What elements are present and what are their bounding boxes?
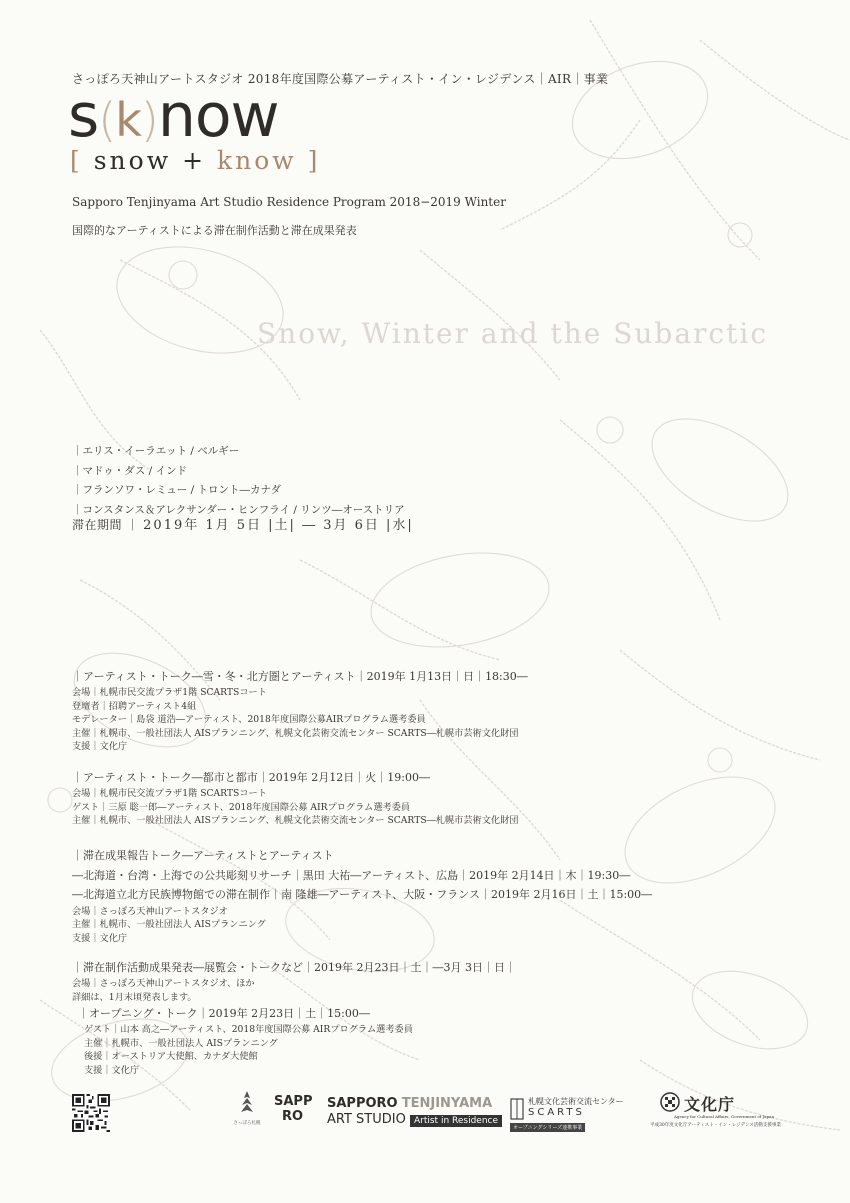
artist-item: ｜マドゥ・ダス / インド [72, 464, 187, 477]
event-artist-talk-1 [72, 667, 528, 754]
event-title: ｜アーティスト・トーク―雪・冬・北方圏とアーティスト｜2019年 1月13日｜日｜18:30― [72, 670, 528, 683]
tenjin-art-studio: ART STUDIO [327, 1112, 406, 1127]
event-detail: 会場｜札幌市民交流プラザ1階 SCARTSコート [72, 788, 267, 799]
event-session: ―北海道立北方民族博物館での滞在制作｜南 隆雄―アーティスト、大阪・フランス｜2019年 2月16日｜土｜15:00― [72, 888, 653, 901]
event-detail: ゲスト｜三原 聡一郎―アーティスト、2018年度国際公募 AIRプログラム選考委員 [72, 801, 411, 813]
subtitle-bracket-close: ] [307, 146, 321, 175]
event-detail: 支援｜文化庁 [72, 932, 128, 944]
event-detail: 後援｜オーストリア大使館、カナダ大使館 [84, 1051, 258, 1062]
sapporo-brand-line2: RO [282, 1109, 304, 1124]
tenjin-air-badge: Artist in Residence [410, 1115, 502, 1127]
scarts-mark-icon [510, 1098, 524, 1120]
sapporo-emblem-icon [237, 1090, 257, 1116]
logo-now: now [157, 81, 279, 151]
event-detail: 主催｜札幌市、一般社団法人 AISプランニング [84, 1037, 278, 1049]
snow-know-subtitle [70, 148, 320, 173]
artist-item: ｜フランソワ・レミュー / トロント―カナダ [72, 484, 281, 496]
scarts-sub-label: オープニングシリーズ連携事業 [510, 1123, 585, 1132]
sponsor-logos [232, 1090, 792, 1140]
event-detail: 詳細は、1月末頃発表します。 [72, 991, 197, 1003]
qr-code[interactable] [72, 1094, 110, 1132]
scarts-en-name: SCARTS [528, 1107, 585, 1118]
event-session: ―北海道・台湾・上海での公共彫刻リサーチ｜黒田 大祐―アーティスト、広島｜2019年 2月14日｜木｜19:30― [72, 868, 631, 882]
logo-k: k [115, 93, 141, 147]
bunkacho-program: 平成30年度文化庁アーティスト・イン・レジデンス活動支援事業 [650, 1123, 781, 1128]
period-dates: 2019年 1月 5日 |土| ― 3月 6日 |水| [143, 518, 414, 533]
event-detail: 支援｜文化庁 [84, 1064, 140, 1076]
subtitle-plus: + [182, 146, 207, 175]
event-residency-report [72, 846, 652, 945]
event-detail: 登壇者｜招聘アーティスト4組 [72, 700, 197, 712]
sapporo-city-label: さっぽろ札幌 [233, 1121, 261, 1126]
snow-know-logo [68, 81, 279, 151]
artist-item: ｜コンスタンス＆アレクサンダー・ヒンフライ / リンツ―オーストリア [72, 503, 405, 516]
event-detail: 主催｜札幌市、一般社団法人 AISプランニング、札幌文化芸術交流センター SCARTS―札幌市芸術文化財団 [72, 727, 519, 739]
event-title: ｜滞在成果報告トーク―アーティストとアーティスト [72, 849, 334, 862]
japanese-tagline: 国際的なアーティストによる滞在制作活動と滞在成果発表 [72, 224, 357, 237]
tenjinyama-logo [327, 1096, 502, 1129]
event-exhibition [72, 958, 516, 1077]
program-header: さっぽろ天神山アートスタジオ 2018年度国際公募アーティスト・イン・レジデンス｜AIR｜事業 [72, 72, 609, 86]
subtitle-snow: snow [93, 146, 172, 175]
tenjin-sapporo: SAPPORO [327, 1096, 398, 1111]
scarts-jp-name: 札幌文化芸術交流センター [528, 1097, 624, 1106]
bunkacho-en: Agency for Cultural Affairs, Government of Japan [674, 1114, 775, 1119]
event-detail: 主催｜札幌市、一般社団法人 AISプランニング、札幌文化芸術交流センター SCARTS―札幌市芸術文化財団 [72, 815, 519, 826]
sapporo-city-logo [232, 1090, 262, 1126]
bunkacho-mark-icon [660, 1092, 680, 1112]
tenjin-tenjinyama: TENJINYAMA [401, 1096, 493, 1111]
logo-paren-close: ) [140, 93, 158, 147]
sapporo-brand-line1: SAPP [274, 1094, 313, 1109]
bunkacho-name: 文化庁 [684, 1095, 736, 1114]
event-detail: 主催｜札幌市、一般社団法人 AISプランニング [72, 919, 266, 930]
event-detail: 会場｜さっぽろ天神山アートスタジオ [72, 905, 228, 917]
subtitle-know: know [216, 146, 297, 175]
event-detail: 会場｜札幌市民交流プラザ1階 SCARTSコート [72, 687, 267, 698]
event-title: ｜アーティスト・トーク―都市と都市｜2019年 2月12日｜火｜19:00― [72, 771, 430, 784]
event-detail: 支援｜文化庁 [72, 741, 128, 752]
period-label: 滞在期間 ｜ [72, 518, 139, 532]
residency-period [72, 514, 414, 533]
logo-paren-open: ( [98, 93, 116, 147]
event-title: ｜滞在制作活動成果発表―展覧会・トークなど｜2019年 2月23日｜土｜―3月 3日｜日｜ [72, 961, 516, 974]
opening-talk-title: ｜オープニング・トーク｜2019年 2月23日｜土｜15:00― [78, 1007, 370, 1020]
sapporo-brand-logo [274, 1094, 312, 1124]
artist-list [72, 442, 405, 520]
artist-item: ｜エリス・イーラエット / ベルギー [72, 445, 240, 457]
event-detail: 会場｜さっぽろ天神山アートスタジオ、ほか [72, 978, 255, 989]
english-title: Sapporo Tenjinyama Art Studio Residence Program 2018−2019 Winter [72, 195, 506, 209]
event-detail: ゲスト｜山本 高之―アーティスト、2018年度国際公募 AIRプログラム選考委員 [84, 1024, 413, 1035]
logo-s: s [68, 81, 99, 151]
subtitle-bracket-open: [ [70, 146, 83, 175]
event-artist-talk-2 [72, 768, 519, 828]
event-detail: モデレーター｜島袋 道浩―アーティスト、2018年度国際公募AIRプログラム選考委員 [72, 714, 426, 725]
theme-title: Snow, Winter and the Subarctic [257, 317, 768, 350]
